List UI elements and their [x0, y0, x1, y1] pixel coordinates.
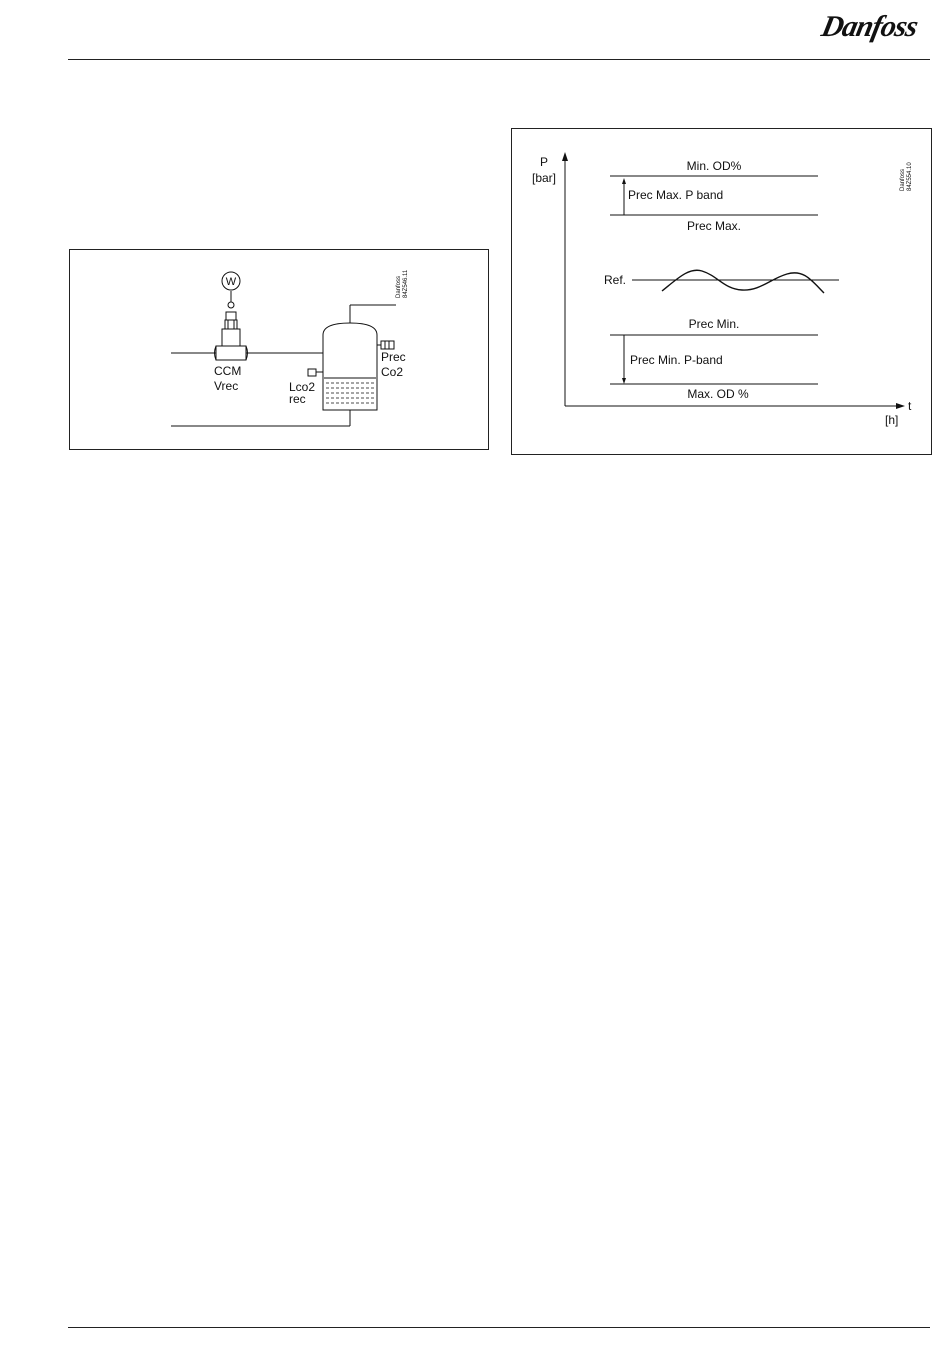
level-sensor-icon	[308, 369, 323, 376]
lower-band-arrow-icon	[622, 378, 626, 384]
receiver-schematic-svg	[70, 250, 488, 449]
pressure-transmitter-icon	[377, 341, 394, 349]
danfoss-logo	[818, 10, 928, 50]
label-ref: Ref.	[604, 273, 627, 287]
upper-band-arrow-icon	[622, 178, 626, 184]
label-min-od: Min. OD%	[686, 159, 742, 173]
pressure-wave-curve	[662, 270, 824, 293]
y-axis-arrow-icon	[562, 152, 568, 161]
pressure-control-diagram	[511, 128, 932, 455]
pressure-label-co2: Co2	[381, 365, 404, 379]
receiver-vessel-icon	[323, 323, 377, 410]
x-axis-label-t: t	[908, 399, 912, 413]
figure-code-line2: 84Z554.10	[907, 162, 913, 191]
pressure-control-svg	[512, 129, 931, 454]
label-prec-min: Prec Min.	[688, 317, 740, 331]
valve-label-vrec: Vrec	[214, 379, 239, 393]
figure-code-line1: Danfoss	[900, 168, 906, 191]
header-rule	[68, 59, 930, 60]
sensor-symbol: W	[225, 276, 237, 288]
figure-code-line1: Danfoss	[396, 275, 402, 298]
footer-rule	[68, 1327, 930, 1328]
pressure-label-prec: Prec	[381, 350, 406, 364]
x-axis-arrow-icon	[896, 403, 905, 409]
y-axis-label-unit: [bar]	[531, 171, 557, 185]
y-axis-label-p: P	[539, 155, 549, 169]
figure-code-line2: 84Z546.11	[403, 269, 409, 298]
valve-label-ccm: CCM	[214, 364, 242, 378]
receiver-schematic-figure	[69, 249, 489, 450]
label-upper-band: Prec Max. P band	[628, 188, 724, 202]
label-max-od: Max. OD %	[687, 387, 749, 401]
label-prec-max: Prec Max.	[686, 219, 742, 233]
brand-name: Danfoss	[818, 10, 921, 43]
ccm-valve-icon	[215, 291, 248, 360]
level-label-lco2: Lco2	[289, 380, 316, 394]
x-axis-label-unit: [h]	[885, 413, 899, 427]
level-label-rec: rec	[289, 392, 306, 406]
label-lower-band: Prec Min. P-band	[630, 353, 723, 367]
